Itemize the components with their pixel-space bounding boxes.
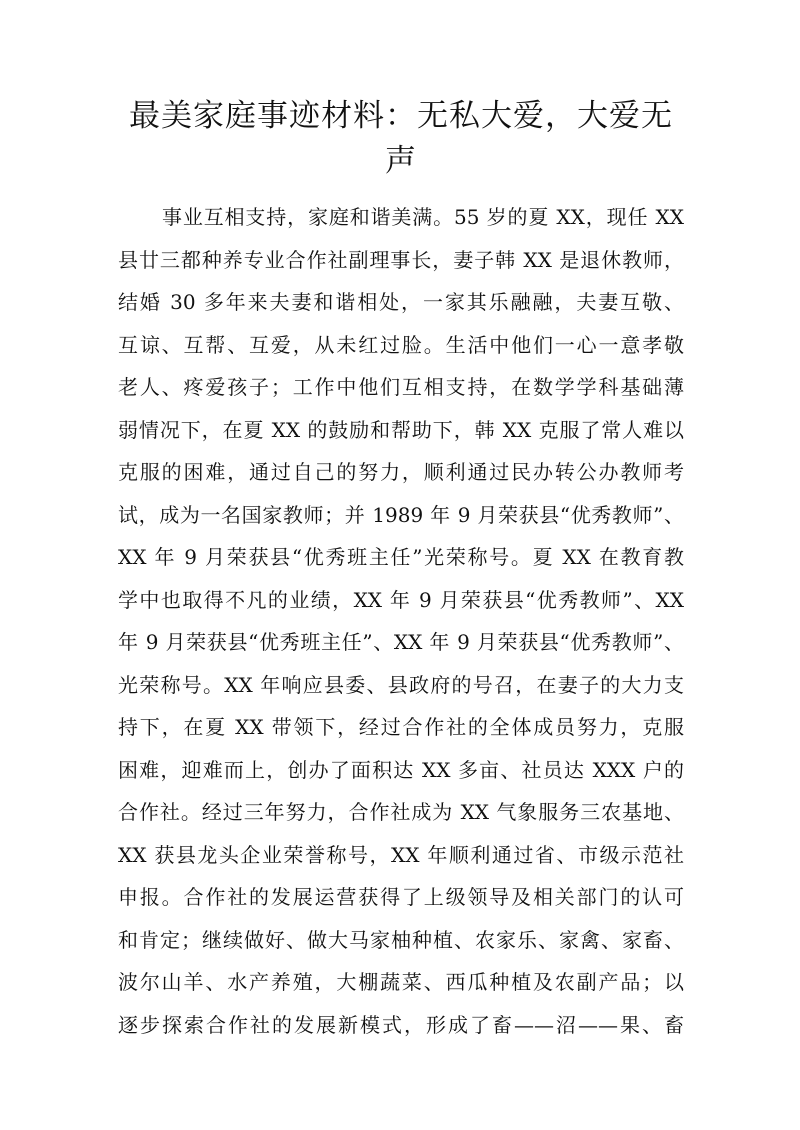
body-line: 波尔山羊、水产养殖，大棚蔬菜、西瓜种植及农副产品；以 <box>118 970 684 994</box>
body-line: 互谅、互帮、互爱，从未红过脸。生活中他们一心一意孝敬 <box>118 332 684 357</box>
body-line: 逐步探索合作社的发展新模式，形成了畜——沼——果、畜 <box>118 1012 684 1037</box>
body-line: 学中也取得不凡的业绩，XX 年 9 月荣获县“优秀教师”、XX <box>118 587 684 612</box>
body-line: 县廿三都种养专业合作社副理事长，妻子韩 XX 是退休教师， <box>118 247 684 272</box>
body-line: 申报。合作社的发展运营获得了上级领导及相关部门的认可 <box>118 885 684 909</box>
body-line: 持下，在夏 XX 带领下，经过合作社的全体成员努力，克服 <box>118 715 684 739</box>
title-line-1: 最美家庭事迹材料：无私大爱，大爱无 <box>129 98 673 134</box>
body-line: 弱情况下，在夏 XX 的鼓励和帮助下，韩 XX 克服了常人难以 <box>118 417 684 442</box>
body-line: 和肯定；继续做好、做大马家柚种植、农家乐、家禽、家畜、 <box>118 927 684 952</box>
body-line: 困难，迎难而上，创办了面积达 XX 多亩、社员达 XXX 户的 <box>118 757 684 782</box>
body-line: 结婚 30 多年来夫妻和谐相处，一家其乐融融，夫妻互敬、 <box>118 290 684 314</box>
body-line: 试，成为一名国家教师；并 1989 年 9 月荣获县“优秀教师”、 <box>118 502 684 527</box>
body-line: XX 年 9 月荣获县“优秀班主任”光荣称号。夏 XX 在教育教 <box>118 545 684 569</box>
body-line: 合作社。经过三年努力，合作社成为 XX 气象服务三农基地、 <box>118 800 684 824</box>
body-line: 事业互相支持，家庭和谐美满。55 岁的夏 XX，现任 XX <box>162 205 684 229</box>
title-line-2: 声 <box>385 143 417 179</box>
document-body <box>118 196 684 1046</box>
document-title <box>118 94 684 184</box>
body-line: 光荣称号。XX 年响应县委、县政府的号召，在妻子的大力支 <box>118 672 684 697</box>
body-line: 克服的困难，通过自己的努力，顺利通过民办转公办教师考 <box>118 460 684 484</box>
body-line: 老人、疼爱孩子；工作中他们互相支持，在数学学科基础薄 <box>118 375 684 399</box>
body-line: 年 9 月荣获县“优秀班主任”、XX 年 9 月荣获县“优秀教师”、 <box>118 630 684 654</box>
body-line: XX 获县龙头企业荣誉称号，XX 年顺利通过省、市级示范社 <box>118 842 684 867</box>
